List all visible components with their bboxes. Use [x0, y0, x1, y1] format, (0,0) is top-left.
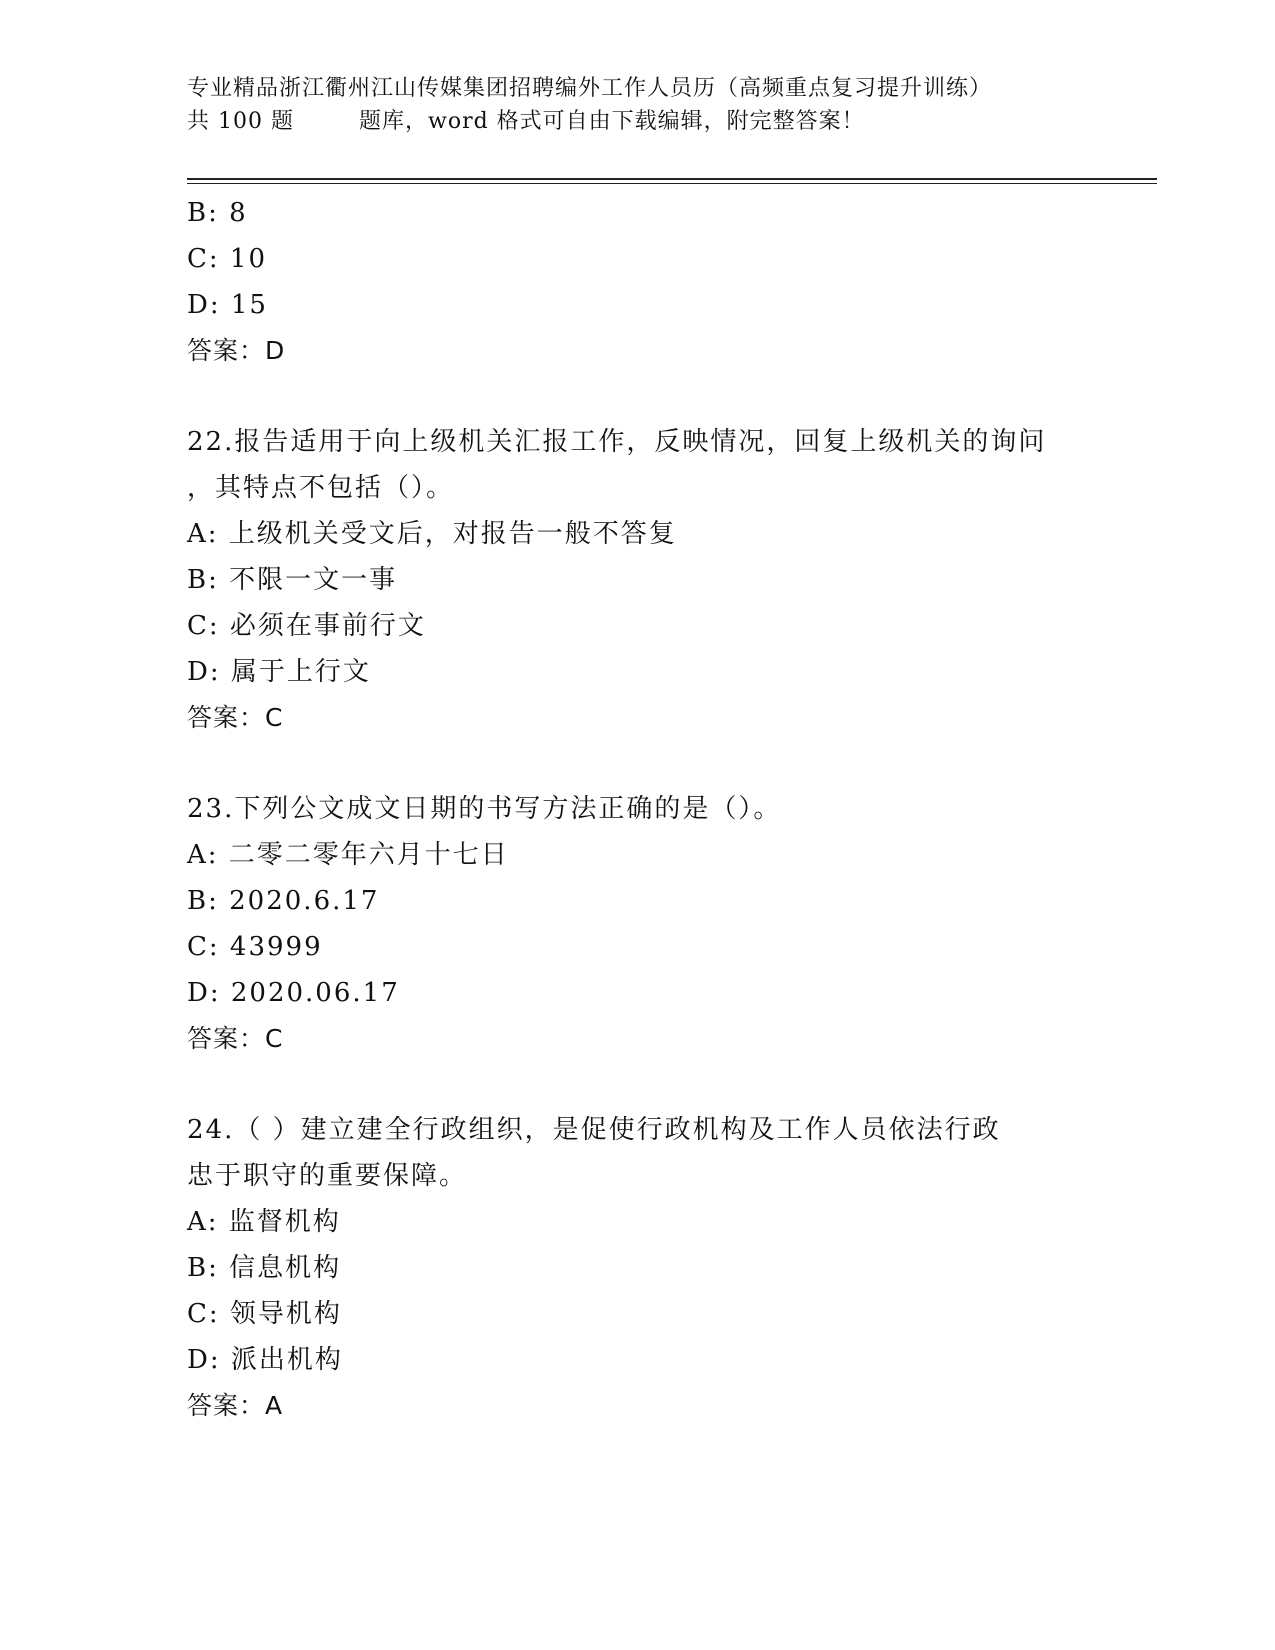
header-rule-thick [187, 178, 1157, 180]
document-header [187, 72, 992, 138]
question-stem: 24.（ ）建立建全行政组织，是促使行政机构及工作人员依法行政 [187, 1115, 1001, 1145]
question-count: 共 100 题 [187, 109, 294, 134]
option-c: C: 必须在事前行文 [187, 611, 426, 641]
option-a: A: 上级机关受文后，对报告一般不答复 [187, 519, 677, 549]
header-title-line1: 专业精品浙江衢州江山传媒集团招聘编外工作人员历（高频重点复习提升训练） [187, 76, 993, 101]
answer: 答案：A [187, 1391, 284, 1420]
question-21 [187, 190, 1087, 374]
option-b: B: 信息机构 [187, 1253, 342, 1283]
option-d: D: 15 [187, 290, 268, 320]
header-rule-thin [187, 183, 1157, 184]
option-c: C: 10 [187, 244, 268, 274]
question-content [187, 190, 1087, 1429]
question-stem: 22.报告适用于向上级机关汇报工作，反映情况，回复上级机关的询问 [187, 427, 1047, 457]
answer: 答案：C [187, 703, 284, 732]
option-d: D: 2020.06.17 [187, 978, 400, 1008]
question-stem-continued: 忠于职守的重要保障。 [187, 1161, 468, 1191]
option-c: C: 领导机构 [187, 1299, 342, 1329]
question-stem: 23.下列公文成文日期的书写方法正确的是（）。 [187, 794, 782, 824]
answer: 答案：C [187, 1024, 284, 1053]
question-24 [187, 1107, 1087, 1429]
option-d: D: 属于上行文 [187, 657, 371, 687]
question-23 [187, 786, 1087, 1062]
option-b: B: 8 [187, 198, 248, 228]
option-a: A: 二零二零年六月十七日 [187, 840, 509, 870]
answer: 答案：D [187, 336, 286, 365]
question-22 [187, 419, 1087, 741]
option-b: B: 不限一文一事 [187, 565, 398, 595]
option-a: A: 监督机构 [187, 1207, 341, 1237]
option-b: B: 2020.6.17 [187, 886, 380, 916]
option-c: C: 43999 [187, 932, 323, 962]
option-d: D: 派出机构 [187, 1345, 343, 1375]
question-stem-continued: ，其特点不包括（）。 [187, 473, 455, 503]
header-title-line2: 题库，word 格式可自由下载编辑，附完整答案！ [359, 109, 865, 134]
header-title-line2-row [187, 105, 992, 138]
